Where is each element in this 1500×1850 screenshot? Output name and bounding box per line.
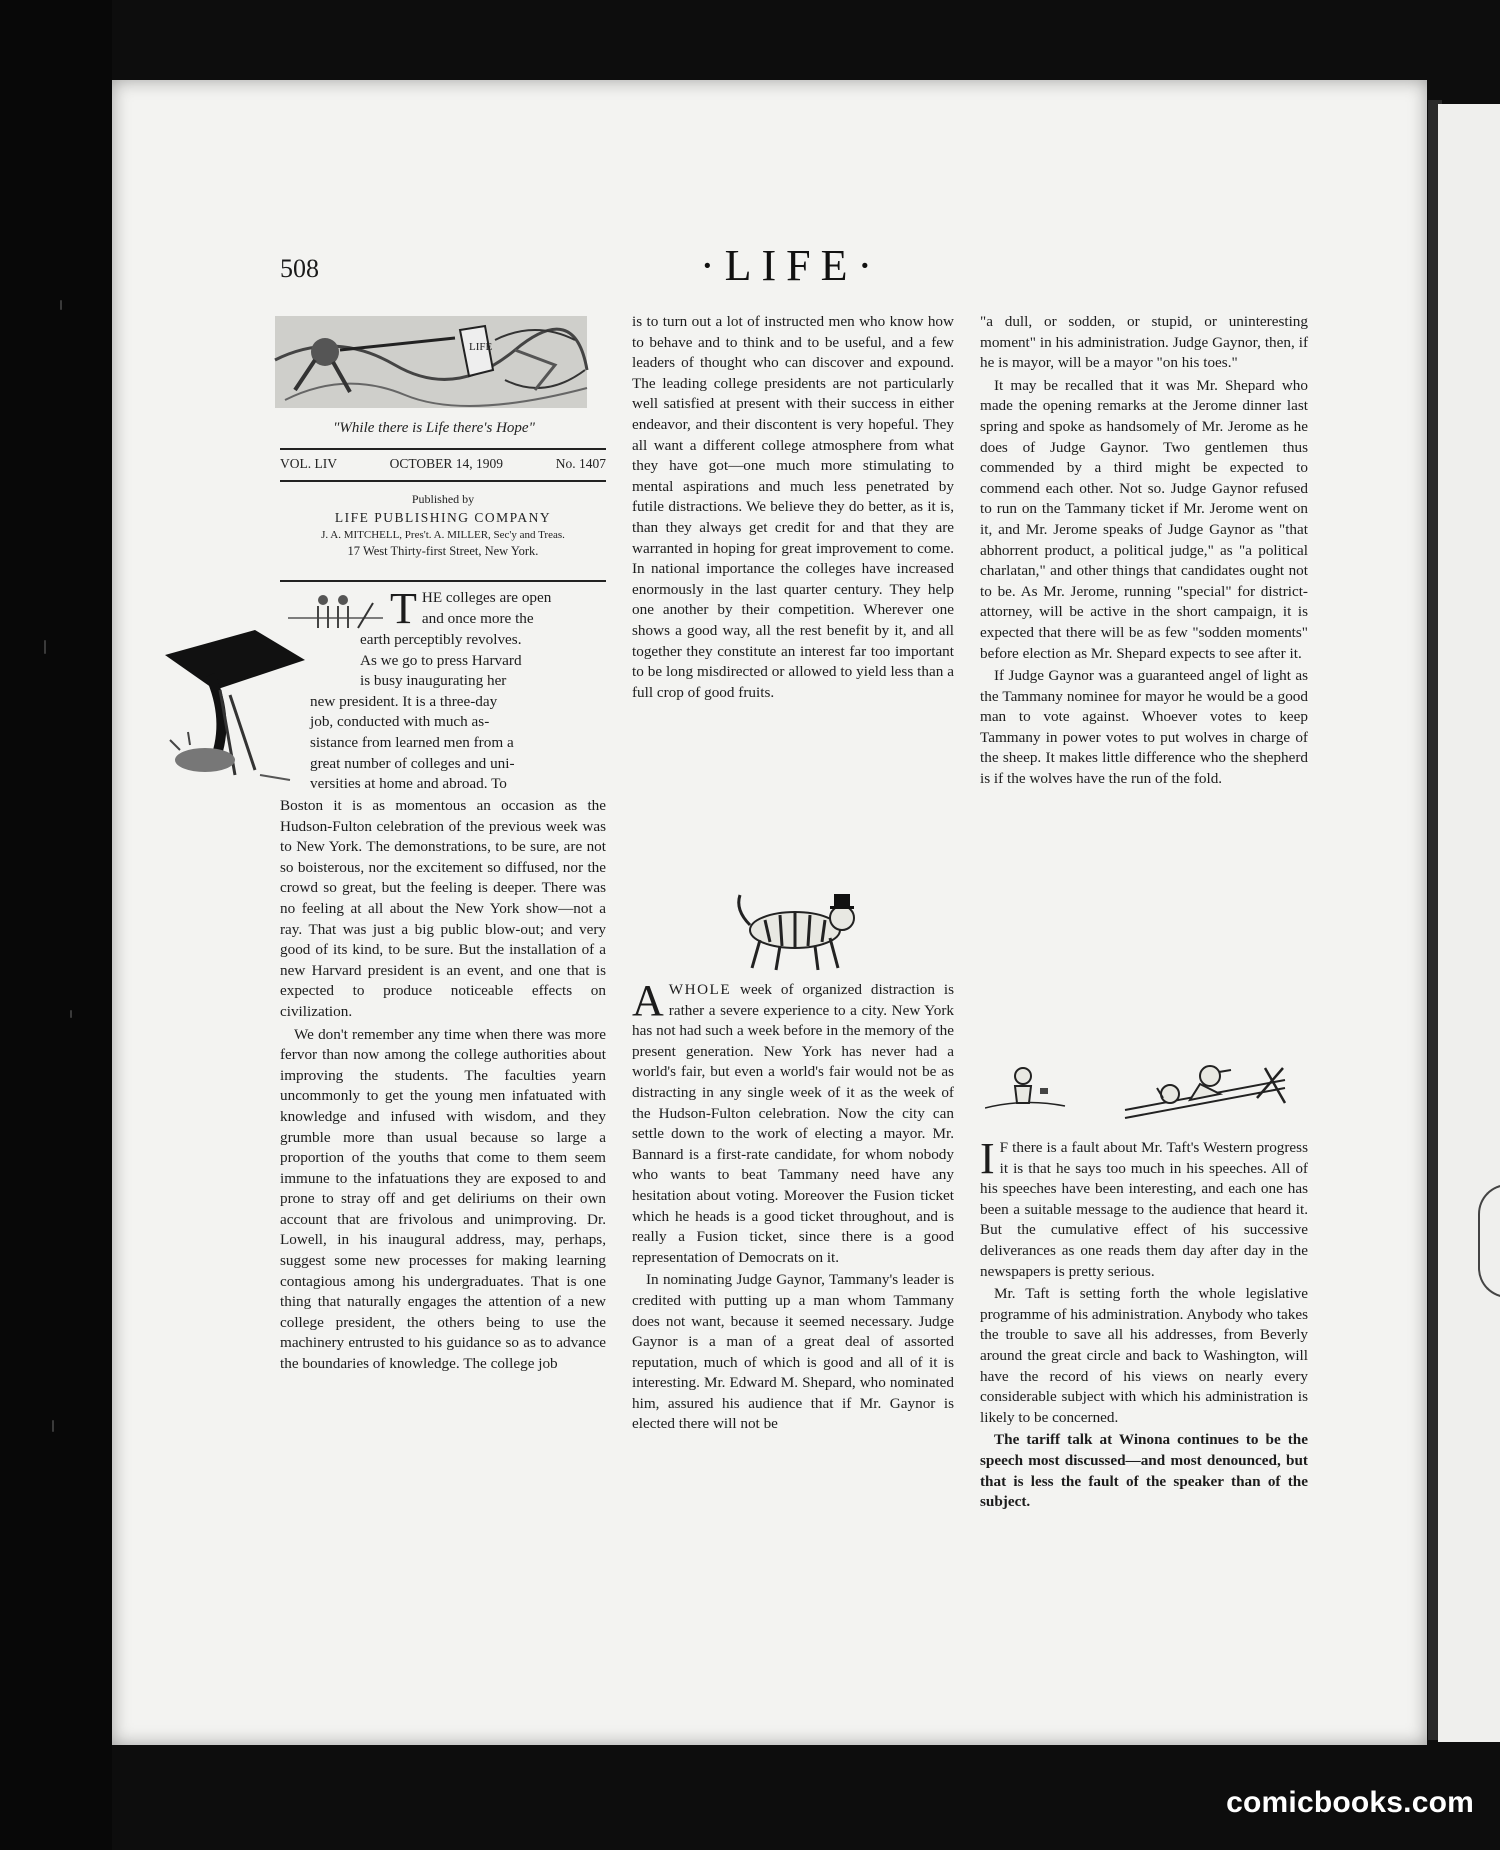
issue-date: OCTOBER 14, 1909	[389, 456, 504, 471]
masthead-rule-top	[280, 448, 606, 450]
col3-paragraph-3: If Judge Gaynor was a guaranteed angel of light as the Tammany nominee for mayor he would be a good man to vote against. Whoever votes to keep Tammany in power votes to put wolves in charge of the sheep. It makes little difference who the shepherd is if the wolves have the run of the fold.	[980, 667, 1308, 788]
col2-paragraph-2: week of organized distraction is rather a severe experience to a city. New York has not had such a week before in the memory of the present generation. New York has never had a world's fair, but even a world's fair would not be as distracting in any single week of it as the week of the Hudson-Fulton celebration. Now the city can settle down to the work of electing a mayor. Mr. Bannard is a first-rate candidate, for whom nobody who wants to beat Tammany need have any hesitation about voting. Moreover the Fusion ticket which he heads is a good ticket throughout, and is really a Fusion ticket, since there is a good representation of Democrats on it.	[632, 981, 954, 1266]
col1-paragraph-1: Boston it is as momentous an occasion as the Hudson-Fulton celebration of the previous week was to New York. The demonstrations, to be sure, are not so boisterous, nor the excitement so diffused, nor the crowd so great, but the feeling is deeper. There was no feeling at all about the New York show—not a ray. That was just a big public blow-out; and very good of its kind, to be sure. But the installation of a new Harvard president is an event, and one that is expected to produce noticeable effects on civilization.	[280, 797, 606, 1020]
dropcap-a: A	[632, 976, 664, 1025]
facing-page-edge	[1438, 104, 1500, 1742]
masthead-banner-illustration	[255, 310, 607, 416]
volume: VOL. LIV	[280, 456, 337, 471]
col1-line-9: great number of colleges and uni-	[310, 754, 515, 772]
publisher-address: 17 West Thirty-first Street, New York.	[347, 544, 539, 558]
column-3	[980, 312, 1308, 790]
column-2-part-2	[632, 976, 954, 1435]
banner-life-label: LIFE	[469, 341, 493, 353]
column-1-intro	[390, 584, 606, 633]
col2-paragraph-1: is to turn out a lot of instructed men who know how to behave and to think and to be useful, and a few leaders of thought who can discover and expound. The leading college presidents are not particularly well satisfied at present with their success in either endeavor, and their discontent is very hopeful. They all want a different college atmosphere from what they have got—one much more stimulating to mental aspirations and much less penetrated by futile distractions. We believe they do better, as it is, than they always get credit for and that they are warranted in hoping for great improvement to come. In national importance the colleges have increased enormously in the last quarter century. They help one another by their competition. Wherever one shows a good way, all the rest benefit by it, and all together they constitute an interest far too important to be long misdirected or allowed to yield less than a full crop of good fruits.	[632, 313, 954, 701]
column-3-part-2	[980, 1134, 1308, 1513]
col2-paragraph-3: In nominating Judge Gaynor, Tammany's leader is credited with putting up a man whom Tammany does not want, because it seemed necessary. Judge Gaynor is a man of a great deal of assorted reputation, much of which is good and all of it is interesting. Mr. Edward M. Shepard, who nominated him, assured his audience that if Mr. Gaynor is elected there will not be	[632, 1271, 954, 1433]
scan-left-margin	[0, 0, 112, 1850]
magazine-title: ·LIFE·	[700, 241, 883, 290]
col1-line-3: earth perceptibly revolves.	[360, 631, 522, 648]
birds-on-fence-illustration	[985, 1058, 1310, 1128]
watermark: comicbooks.com	[1226, 1786, 1474, 1819]
issue-number: No. 1407	[555, 456, 606, 471]
col1-line-4: As we go to press Harvard	[360, 651, 522, 669]
col1-line-8: sistance from learned men from a	[310, 733, 514, 751]
tammany-tiger-illustration	[730, 880, 870, 975]
col1-line-10: versities at home and abroad. To	[310, 775, 507, 793]
published-by: Published by	[411, 492, 475, 506]
motto: "While there is Life there's Hope"	[333, 420, 535, 436]
col3-paragraph-6: The tariff talk at Winona continues to be the speech most discussed—and most denounced, but that is less the fault of the speaker than of the subject.	[980, 1431, 1308, 1511]
mortarboard-illustration	[160, 600, 305, 790]
masthead-rule-mid	[280, 480, 606, 482]
col1-line-2: and once more the	[421, 609, 534, 627]
col1-line-1: HE colleges are open	[421, 589, 552, 606]
column-1-body	[280, 796, 606, 1375]
publisher-company: LIFE PUBLISHING COMPANY	[334, 510, 552, 525]
column-2	[632, 312, 954, 703]
issue-info-line	[280, 456, 606, 472]
publisher-officers: J. A. MITCHELL, Pres't. A. MILLER, Sec'y and Treas.	[321, 529, 565, 541]
col1-line-6: new president. It is a three-day	[310, 692, 498, 710]
dropcap-t: T	[390, 584, 417, 633]
col3-paragraph-4: F there is a fault about Mr. Taft's Western progress it is that he says too much in his speeches. All of his speeches have been interesting, and each one has been a suitable message to the audience that heard it. But the cumulative effect of his successive deliverances as one reads them day after day in the newspapers is pretty serious.	[980, 1139, 1308, 1280]
publisher-block	[270, 492, 616, 559]
masthead-rule-bottom	[280, 580, 606, 582]
page-number: 508	[280, 254, 319, 283]
col2-lead-word: WHOLE	[668, 981, 732, 998]
col3-paragraph-2: It may be recalled that it was Mr. Shepard who made the opening remarks at the Jerome dinner last spring and spoke as handsomely of Mr. Jerome as he does of Judge Gaynor. Two gentlemen thus commended by a third might be expected to commend each other. Not so. Judge Gaynor refused to run on the Tammany ticket if Mr. Jerome went on it, and Mr. Jerome speaks of Judge Gaynor as "that abhorrent product, a political judge," as "a political charlatan," and other things that candidates ought not to be. As Mr. Jerome, running "special" for district-attorney, will be active in the short campaign, it is expected that there will be as few "sodden moments" before election as Mr. Shepard expects to see after it.	[980, 376, 1308, 662]
column-1-intro-wrap	[310, 630, 606, 795]
col1-line-7: job, conducted with much as-	[310, 713, 490, 731]
dropcap-i: I	[980, 1134, 995, 1183]
col3-paragraph-1: "a dull, or sodden, or stupid, or uninteresting moment" in his administration. Judge Gaynor, then, if he is mayor, will be a mayor "on his toes."	[980, 313, 1308, 372]
col1-paragraph-2: We don't remember any time when there was more fervor than now among the college authorities about improving the students. The faculties yearn uncommonly to get the young men infatuated with knowledge and infused with wisdom, and they grumble more than usual because so large a proportion of the youths that come to them seem immune to the infatuations they are exposed to and prone to stray off and get deliriums on their own account that are frivolous and unimproving. Dr. Lowell, in his inaugural address, may, perhaps, suggest some new processes for making learning contagious among his undergraduates. That is one thing that naturally engages the attention of a new college president, the others being to use the machinery entrusted to his guidance so as to advance the boundaries of knowledge. The college job	[280, 1025, 606, 1373]
col1-line-5: is busy inaugurating her	[360, 672, 507, 690]
col3-paragraph-5: Mr. Taft is setting forth the whole legislative programme of his administration. Anybody who takes the trouble to save all his addresses, from Beverly around the great circle and back to Washington, will have the record of his views on nearly every considerable subject with which his administration is likely to be concerned.	[980, 1285, 1308, 1426]
